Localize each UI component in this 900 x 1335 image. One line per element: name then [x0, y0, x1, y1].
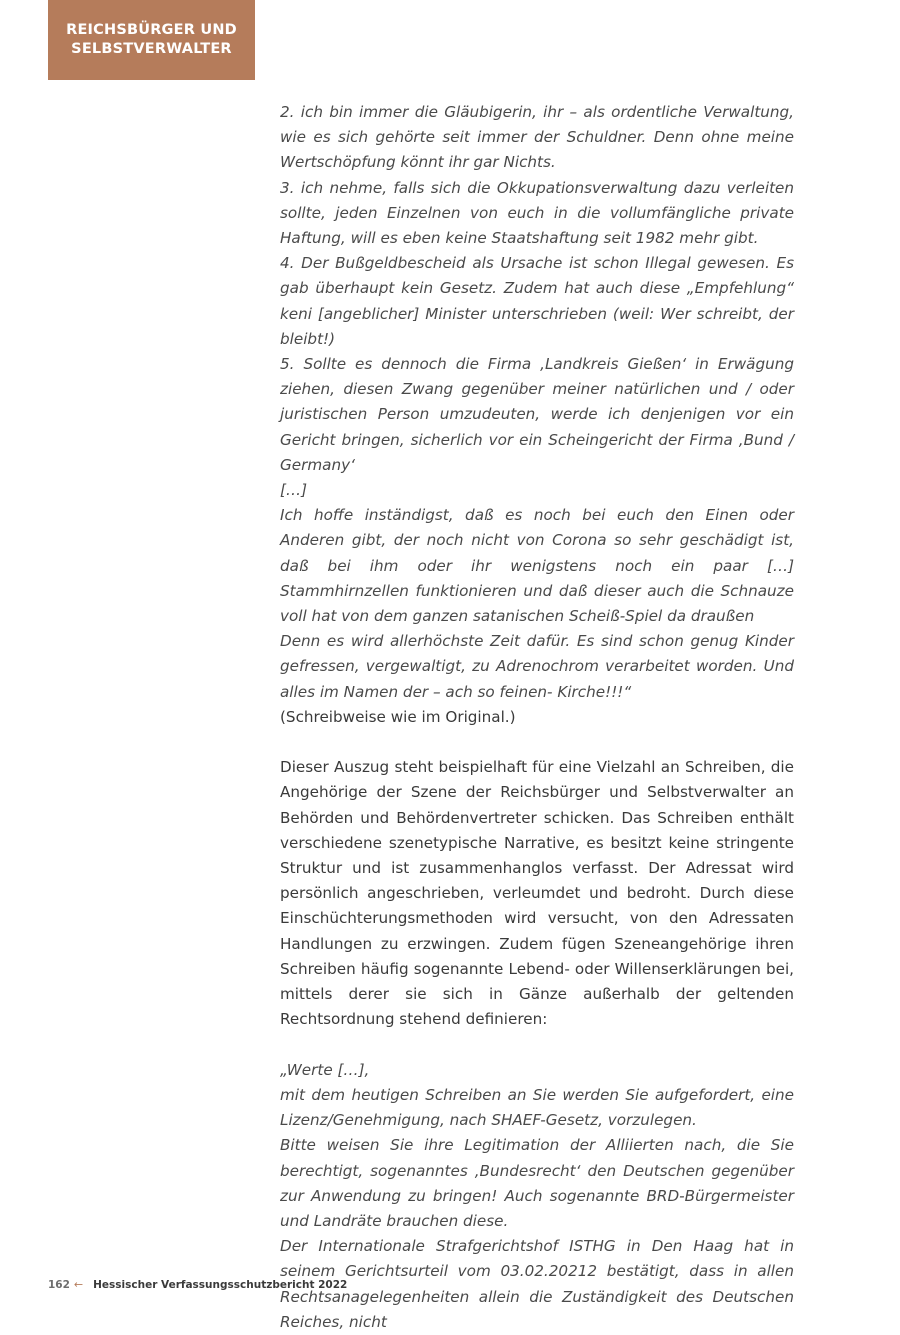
quote-line: 2. ich bin immer die Gläubigerin, ihr – als ordentliche Verwaltung, wie es sich gehörte seit immer der Schuldner. Denn ohne meine Wertschöpfung könnt ihr gar Nichts.: [280, 103, 794, 172]
original-spelling-note: (Schreibweise wie im Original.): [280, 707, 516, 726]
body-paragraph: Dieser Auszug steht beispielhaft für eine Vielzahl an Schreiben, die Angehörige der Szene der Reichsbürger und Selbstverwalter an Behörden und Behördenvertreter schicken. Das Schreiben enthält verschiedene szenetypische Narrative, es besitzt keine stringente Struktur und ist zusammenhanglos verfasst. Der Adressat wird persönlich angeschrieben, verleumdet und bedroht. Durch diese Einschüchterungsmethoden wird versucht, von den Adressaten Handlungen zu erzwingen. Zudem fügen Szeneangehörige ihren Schreiben häufig sogenannte Lebend- oder Willenserklärungen bei, mittels derer sie sich in Gänze außerhalb der geltenden Rechtsordnung stehend definieren:: [280, 758, 794, 1029]
quote-line: mit dem heutigen Schreiben an Sie werden Sie aufgefordert, eine Lizenz/Genehmigung, nach SHAEF-Gesetz, vorzulegen.: [280, 1085, 794, 1130]
section-tab-line-1: REICHSBÜRGER UND: [66, 22, 237, 38]
quote-line: 3. ich nehme, falls sich die Okkupationsverwaltung dazu verleiten sollte, jeden Einzelnen von euch in die vollumfängliche private Haftung, will es eben keine Staatshaftung seit 1982 mehr gibt.: [280, 178, 794, 248]
arrow-left-icon: ←: [73, 1278, 84, 1291]
quote-line: […]: [280, 481, 308, 500]
section-tab-line-2: SELBSTVERWALTER: [71, 41, 232, 57]
main-content: [280, 100, 794, 1335]
quote-line: Bitte weisen Sie ihre Legitimation der Alliierten nach, die Sie berechtigt, sogenanntes ‚Bundesrecht‘ den Deutschen gegenüber zur Anwendung zu bringen! Auch sogenannte BRD-Bürgermeister und Landräte brauchen diese.: [280, 1136, 794, 1230]
quote-line: Der Internationale Strafgerichtshof ISTHG in Den Haag hat in seinem Gerichtsurteil vom 03.02.20212 bestätigt, dass in allen Rechtsanagelegenheiten allein die Zuständigkeit des Deutschen Reiches, nicht: [280, 1237, 794, 1331]
quote-line: Denn es wird allerhöchste Zeit dafür. Es sind schon genug Kinder gefressen, vergewaltigt, zu Adrenochrom verarbeitet worden. Und alles im Namen der – ach so feinen- Kirche!!!“: [280, 632, 794, 701]
page-number: 162: [48, 1278, 70, 1291]
paragraph-spacer: [280, 730, 794, 755]
quote-line: 4. Der Bußgeldbescheid als Ursache ist schon Illegal gewesen. Es gab überhaupt kein Gesetz. Zudem hat auch diese „Empfehlung“ keni [angeblicher] Minister unterschrieben (weil: Wer schreibt, der bleibt!): [280, 254, 794, 348]
quote-line: „Werte […],: [280, 1060, 370, 1079]
quote-line: Ich hoffe inständigst, daß es noch bei euch den Einen oder Anderen gibt, der noch nicht von Corona so sehr geschädigt ist, daß bei ihm oder ihr wenigstens noch ein paar […] Stammhirnzellen funktionieren und daß dieser auch die Schnauze voll hat von dem ganzen satanischen Scheiß-Spiel da draußen: [280, 506, 794, 626]
quote-line: 5. Sollte es dennoch die Firma ‚Landkreis Gießen‘ in Erwägung ziehen, diesen Zwang gegenüber meiner natürlichen und / oder juristischen Person umzudeuten, werde ich denjenigen vor ein Gericht bringen, sicherlich vor ein Scheingericht der Firma ‚Bund / Germany‘: [280, 355, 794, 474]
paragraph-spacer: [280, 1033, 794, 1058]
page-footer: [48, 1278, 347, 1291]
publication-title: Hessischer Verfassungsschutzbericht 2022: [93, 1278, 348, 1291]
section-tab: [48, 0, 255, 80]
